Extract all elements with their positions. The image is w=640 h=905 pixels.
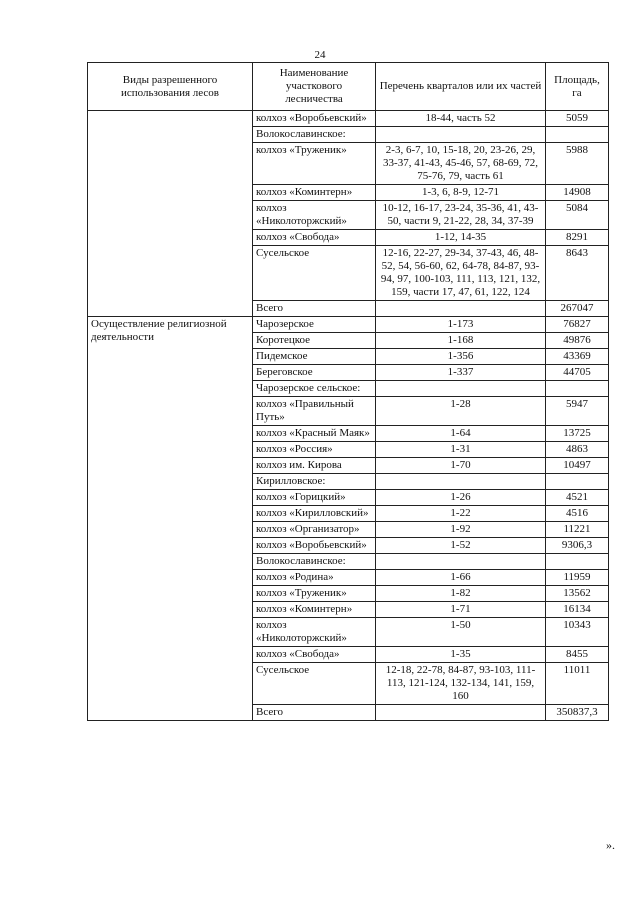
area-cell: 5947 — [546, 397, 609, 426]
sections-cell — [376, 474, 546, 490]
table-row — [88, 317, 609, 333]
area-cell: 13725 — [546, 426, 609, 442]
forestry-cell: Чарозерское сельское: — [253, 381, 376, 397]
sections-cell: 1-3, 6, 8-9, 12-71 — [376, 185, 546, 201]
area-cell — [546, 474, 609, 490]
forestry-cell: Сусельское — [253, 246, 376, 301]
area-cell: 14908 — [546, 185, 609, 201]
sections-cell: 12-16, 22-27, 29-34, 37-43, 46, 48-52, 54, 56-60, 62, 64-78, 84-87, 93-94, 97, 100-103, 111, 113, 121, 132, 159, части 17, 47, 61, 122, 124 — [376, 246, 546, 301]
area-cell: 267047 — [546, 301, 609, 317]
sections-cell: 1-82 — [376, 586, 546, 602]
sections-cell — [376, 381, 546, 397]
forestry-cell: колхоз «Кирилловский» — [253, 506, 376, 522]
sections-cell: 1-337 — [376, 365, 546, 381]
forestry-cell: Всего — [253, 705, 376, 721]
area-cell — [546, 127, 609, 143]
area-cell: 16134 — [546, 602, 609, 618]
area-cell: 43369 — [546, 349, 609, 365]
forestry-cell: Волокославинское: — [253, 127, 376, 143]
header-area: Площадь, га — [546, 63, 609, 111]
area-cell: 4516 — [546, 506, 609, 522]
sections-cell — [376, 127, 546, 143]
area-cell: 5084 — [546, 201, 609, 230]
page-number: 24 — [314, 49, 326, 61]
sections-cell — [376, 705, 546, 721]
forestry-cell: колхоз «Родина» — [253, 570, 376, 586]
forest-use-table — [87, 62, 609, 721]
forestry-cell: колхоз «Правильный Путь» — [253, 397, 376, 426]
area-cell: 76827 — [546, 317, 609, 333]
area-cell: 49876 — [546, 333, 609, 349]
sections-cell: 18-44, часть 52 — [376, 111, 546, 127]
forestry-cell: колхоз «Труженик» — [253, 143, 376, 185]
sections-cell: 1-28 — [376, 397, 546, 426]
area-cell: 5059 — [546, 111, 609, 127]
area-cell: 13562 — [546, 586, 609, 602]
sections-cell: 1-26 — [376, 490, 546, 506]
forestry-cell: колхоз «Николоторжский» — [253, 201, 376, 230]
forestry-cell: Кирилловское: — [253, 474, 376, 490]
area-cell: 10343 — [546, 618, 609, 647]
forestry-cell: Волокославинское: — [253, 554, 376, 570]
sections-cell: 1-31 — [376, 442, 546, 458]
sections-cell: 1-12, 14-35 — [376, 230, 546, 246]
area-cell: 44705 — [546, 365, 609, 381]
sections-cell: 1-50 — [376, 618, 546, 647]
sections-cell: 1-64 — [376, 426, 546, 442]
use-cell — [88, 111, 253, 317]
sections-cell: 12-18, 22-78, 84-87, 93-103, 111-113, 121-124, 132-134, 141, 159, 160 — [376, 663, 546, 705]
forestry-cell: Береговское — [253, 365, 376, 381]
area-cell: 5988 — [546, 143, 609, 185]
area-cell: 9306,3 — [546, 538, 609, 554]
sections-cell: 1-66 — [376, 570, 546, 586]
sections-cell: 2-3, 6-7, 10, 15-18, 20, 23-26, 29, 33-37, 41-43, 45-46, 57, 68-69, 72, 75-76, 79, часть 61 — [376, 143, 546, 185]
area-cell: 8455 — [546, 647, 609, 663]
forestry-cell: колхоз «Россия» — [253, 442, 376, 458]
forestry-cell: колхоз «Красный Маяк» — [253, 426, 376, 442]
area-cell: 11221 — [546, 522, 609, 538]
header-sections: Перечень кварталов или их частей — [376, 63, 546, 111]
area-cell: 4521 — [546, 490, 609, 506]
sections-cell: 1-70 — [376, 458, 546, 474]
area-cell: 8643 — [546, 246, 609, 301]
sections-cell: 1-35 — [376, 647, 546, 663]
sections-cell: 10-12, 16-17, 23-24, 35-36, 41, 43-50, части 9, 21-22, 28, 34, 37-39 — [376, 201, 546, 230]
forestry-cell: колхоз «Труженик» — [253, 586, 376, 602]
sections-cell: 1-356 — [376, 349, 546, 365]
forestry-cell: колхоз им. Кирова — [253, 458, 376, 474]
sections-cell: 1-168 — [376, 333, 546, 349]
forestry-cell: колхоз «Организатор» — [253, 522, 376, 538]
area-cell — [546, 554, 609, 570]
header-use: Виды разрешенного использования лесов — [88, 63, 253, 111]
sections-cell: 1-173 — [376, 317, 546, 333]
table-header-row — [88, 63, 609, 111]
forestry-cell: колхоз «Коминтерн» — [253, 602, 376, 618]
forestry-cell: Коротецкое — [253, 333, 376, 349]
forestry-cell: колхоз «Свобода» — [253, 647, 376, 663]
use-cell: Осуществление религиозной деятельности — [88, 317, 253, 721]
area-cell: 350837,3 — [546, 705, 609, 721]
forestry-cell: Чарозерское — [253, 317, 376, 333]
forestry-cell: колхоз «Воробьевский» — [253, 538, 376, 554]
sections-cell: 1-22 — [376, 506, 546, 522]
header-forestry: Наименование участкового лесничества — [253, 63, 376, 111]
area-cell: 8291 — [546, 230, 609, 246]
table-row — [88, 111, 609, 127]
forestry-cell: Сусельское — [253, 663, 376, 705]
forestry-cell: колхоз «Свобода» — [253, 230, 376, 246]
closing-mark: ». — [606, 838, 615, 852]
sections-cell: 1-71 — [376, 602, 546, 618]
forestry-cell: колхоз «Горицкий» — [253, 490, 376, 506]
area-cell: 4863 — [546, 442, 609, 458]
area-cell: 10497 — [546, 458, 609, 474]
sections-cell: 1-52 — [376, 538, 546, 554]
table-body — [88, 111, 609, 721]
area-cell — [546, 381, 609, 397]
sections-cell — [376, 301, 546, 317]
forestry-cell: колхоз «Воробьевский» — [253, 111, 376, 127]
forestry-cell: колхоз «Николоторжский» — [253, 618, 376, 647]
forestry-cell: колхоз «Коминтерн» — [253, 185, 376, 201]
sections-cell: 1-92 — [376, 522, 546, 538]
area-cell: 11959 — [546, 570, 609, 586]
forestry-cell: Пидемское — [253, 349, 376, 365]
sections-cell — [376, 554, 546, 570]
area-cell: 11011 — [546, 663, 609, 705]
forestry-cell: Всего — [253, 301, 376, 317]
